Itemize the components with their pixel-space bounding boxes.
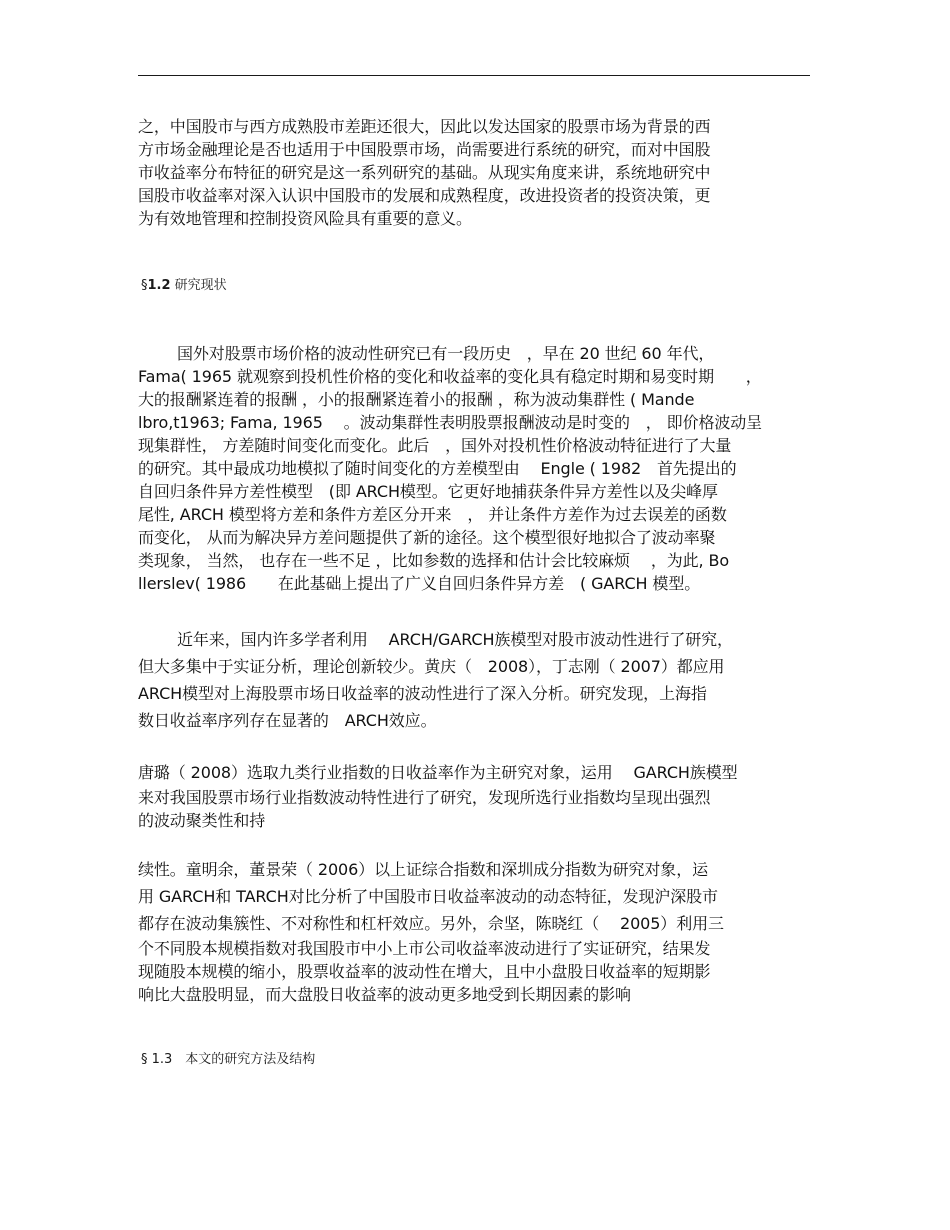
text-line: Fama( 1965 就观察到投机性价格的变化和收益率的变化具有稳定时期和易变时期 ， — [138, 367, 762, 386]
text-line: 数日收益率序列存在显著的 ARCH效应。 — [138, 711, 437, 730]
text-line: 都存在波动集簇性、不对称性和杠杆效应。另外，佘坚，陈晓红（ 2005）利用三 — [138, 914, 724, 933]
header-rule — [138, 75, 810, 76]
text-line: 而变化， 从而为解决异方差问题提供了新的途径。这个模型很好地拟合了波动率聚 — [138, 528, 716, 547]
section-heading-1-3: § 1.3 本文的研究方法及结构 — [141, 1052, 316, 1067]
text-line: 尾性, ARCH 模型将方差和条件方差区分开来 ， 并让条件方差作为过去误差的函数 — [138, 505, 727, 524]
section-symbol: § — [141, 278, 148, 293]
text-line: 续性。童明余，董景荣（ 2006）以上证综合指数和深圳成分指数为研究对象，运 — [138, 860, 709, 879]
section-number: 1.2 — [147, 278, 171, 293]
text-line: 唐璐（ 2008）选取九类行业指数的日收益率作为主研究对象，运用 GARCH族模型 — [138, 763, 738, 782]
text-line: lbro,t1963; Fama, 1965 。波动集群性表明股票报酬波动是时变的 ， 即价格波动呈 — [138, 413, 763, 432]
text-line: ARCH模型对上海股票市场日收益率的波动性进行了深入分析。研究发现，上海指 — [138, 684, 707, 703]
text-line: 的研究。其中最成功地模拟了随时间变化的方差模型由 Engle ( 1982 首先提出的 — [138, 459, 737, 478]
paragraph-domestic-research — [138, 626, 818, 734]
section-heading-1-2 — [141, 274, 227, 293]
text-line: 来对我国股票市场行业指数波动特性进行了研究，发现所选行业指数均呈现出强烈 — [138, 788, 711, 807]
text-line: 用 GARCH和 TARCH对比分析了中国股市日收益率波动的动态特征，发现沪深股市 — [138, 887, 718, 906]
text-line: 现集群性， 方差随时间变化而变化。此后 ，国外对投机性价格波动特征进行了大量 — [138, 436, 732, 455]
text-line: 类现象， 当然， 也存在一些不足 ，比如参数的选择和估计会比较麻烦 ，为此, Bo — [138, 551, 730, 570]
paragraph-intro-continuation — [138, 115, 818, 230]
text-line: 现随股本规模的缩小，股票收益率的波动性在增大，且中小盘股日收益率的短期影 — [138, 962, 711, 981]
paragraph-tang-lu — [138, 759, 818, 832]
paragraph-foreign-research — [138, 342, 818, 595]
section-title: 研究现状 — [170, 278, 227, 293]
text-line: 个不同股本规模指数对我国股市中小上市公司收益率波动进行了实证研究，结果发 — [138, 939, 711, 958]
text-line: 之，中国股市与西方成熟股市差距还很大，因此以发达国家的股票市场为背景的西 — [138, 117, 711, 136]
text-line: 方市场金融理论是否也适用于中国股票市场，尚需要进行系统的研究，而对中国股 — [138, 140, 711, 159]
text-line: 市收益率分布特征的研究是这一系列研究的基础。从现实角度来讲，系统地研究中 — [138, 163, 711, 182]
text-line: 国外对股票市场价格的波动性研究已有一段历史 ，早在 20 世纪 60 年代， — [177, 344, 715, 363]
text-line: 的波动聚类性和持 — [138, 811, 266, 830]
text-line: 国股市收益率对深入认识中国股市的发展和成熟程度，改进投资者的投资决策，更 — [138, 186, 711, 205]
text-line: llerslev( 1986 在此基础上提出了广义自回归条件异方差 ( GARCH 模型。 — [138, 574, 701, 593]
paragraph-continuation — [138, 856, 818, 1006]
text-line: 大的报酬紧连着的报酬 ，小的报酬紧连着小的报酬 ，称为波动集群性 ( Mande — [138, 390, 695, 409]
text-line: 响比大盘股明显，而大盘股日收益率的波动更多地受到长期因素的影响 — [138, 985, 631, 1004]
text-line: 但大多集中于实证分析，理论创新较少。黄庆（ 2008），丁志刚（ 2007）都应用 — [138, 657, 725, 676]
text-line: 自回归条件异方差性模型 (即 ARCH模型。它更好地捕获条件异方差性以及尖峰厚 — [138, 482, 718, 501]
text-line: 近年来，国内许多学者利用 ARCH/GARCH族模型对股市波动性进行了研究， — [177, 630, 733, 649]
text-line: 为有效地管理和控制投资风险具有重要的意义。 — [138, 209, 472, 228]
